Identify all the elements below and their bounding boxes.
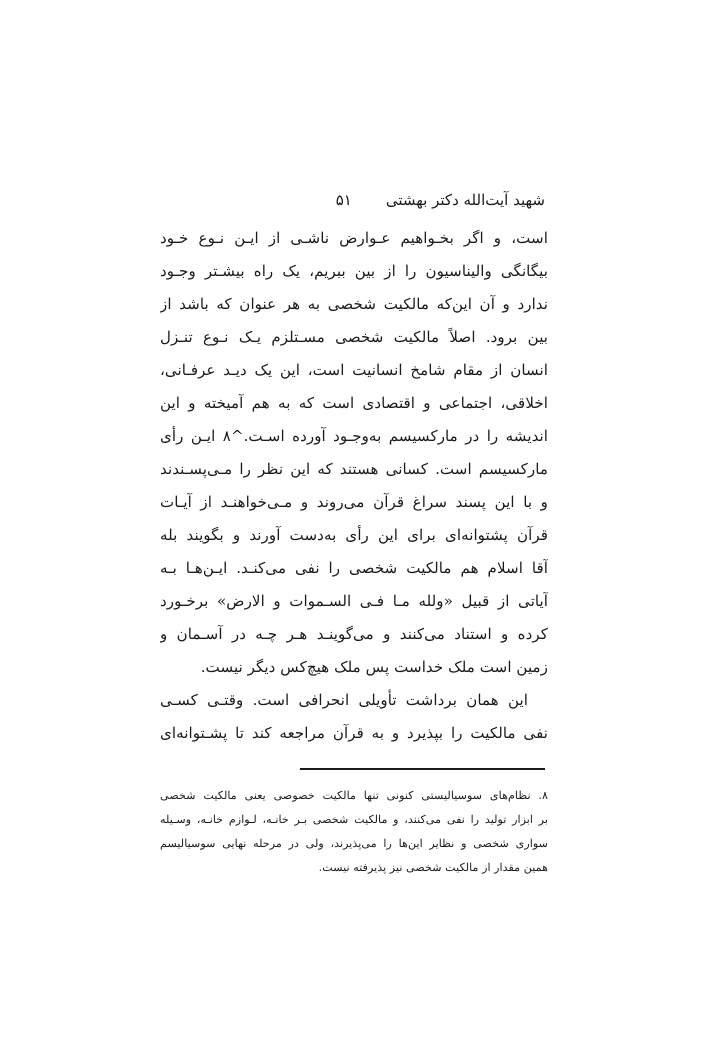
- body-line: اخلاقی، اجتماعی و اقتصادی است که به هم آمیخته و این: [160, 394, 548, 412]
- body-line: قرآن پشتوانه‌ای برای این رأی به‌دست آورند و بگویند بله: [160, 526, 548, 544]
- body-line: است، و اگر بخـواهیم عـوارض ناشـی از ایـن نـوع خـود: [160, 229, 548, 247]
- body-text: [160, 222, 548, 750]
- body-line: آیاتی از قبیل «ولله مـا فـی السـموات و الارض» برخـورد: [160, 592, 548, 610]
- body-line: این همان برداشت تأویلی انحرافی است. وقتـی کسـی: [160, 691, 528, 709]
- body-line: زمین است ملک خداست پس ملک هیچ‌کس دیگر نیست.: [200, 658, 548, 676]
- body-line: و با این پسند سراغ قرآن می‌روند و مـی‌خواهنـد از آیـات: [160, 493, 548, 511]
- running-header-title: شهید آیت‌الله دکتر بهشتی: [385, 191, 545, 209]
- running-header: [160, 186, 545, 214]
- footnote-line: همین مقدار از مالکیت شخصی نیز پذیرفته نیست.: [318, 861, 548, 874]
- body-line: کرده و استناد می‌کنند و می‌گوینـد هـر چـه در آسـمان و: [160, 625, 548, 643]
- body-line: ندارد و آن این‌که مالکیت شخصی به هر عنوان که باشد از: [160, 295, 548, 313]
- body-line: اندیشه را در مارکسیسم به‌وجـود آورده اسـت.^۸ ایـن رأی: [160, 427, 548, 445]
- footnote-line: ۸. نظام‌های سوسیالیستی کنونی تنها مالکیت خصوصی یعنی مالکیت شخصی: [160, 789, 548, 802]
- page-number: ۵۱: [335, 191, 352, 209]
- body-line: مارکسیسم است. کسانی هستند که این نظر را مـی‌پسـندند: [160, 460, 548, 478]
- body-line: آقا اسلام هم مالکیت شخصی را نفی می‌کنـد. ایـن‌هـا بـه: [160, 559, 548, 577]
- footnote-separator: [300, 768, 545, 770]
- footnote-line: بر ابزار تولید را نفی می‌کنند، و مالکیت شخصی بـر خانـه، لـوازم خانـه، وسـیله: [160, 813, 548, 826]
- body-line: بین برود. اصلاً مالکیت شخصی مسـتلزم یـک نـوع تنـزل: [160, 328, 548, 346]
- footnote-line: سواری شخصی و نظایر این‌ها را می‌پذیرند، ولی در مرحله نهایی سوسیالیسم: [160, 837, 548, 850]
- body-line: نفی مالکیت را بپذیرد و به قرآن مراجعه کند تا پشـتوانه‌ای: [160, 724, 548, 742]
- body-line: بیگانگی والیناسیون را از بین ببریم، یک راه بیشـتر وجـود: [160, 262, 548, 280]
- body-line: انسان از مقام شامخ انسانیت است، این یک دیـد عرفـانی،: [160, 361, 548, 379]
- footnotes: [160, 784, 548, 880]
